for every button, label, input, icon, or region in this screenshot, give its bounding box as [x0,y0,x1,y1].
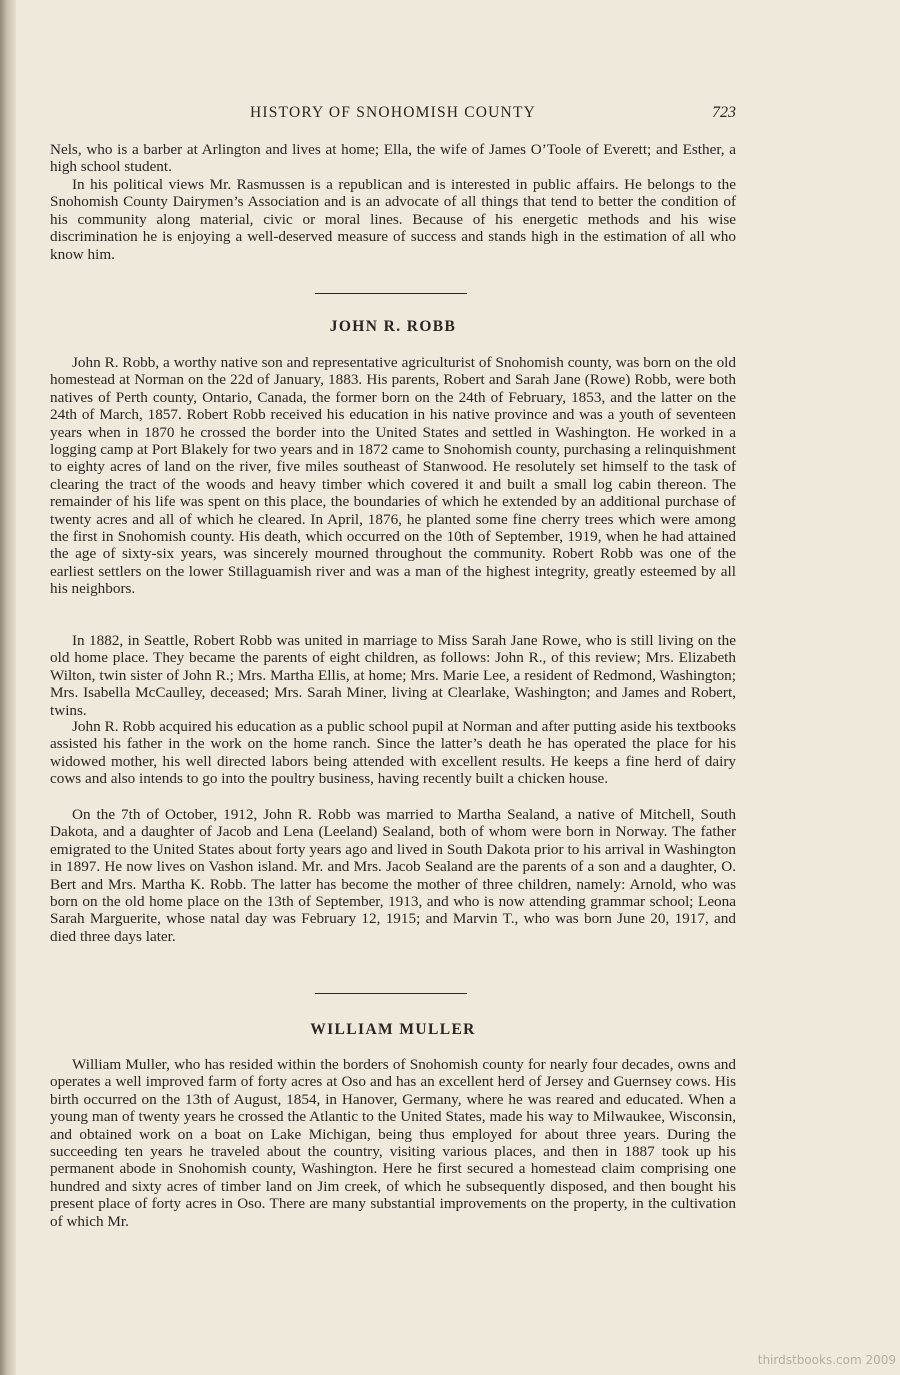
running-title: HISTORY OF SNOHOMISH COUNTY [249,104,537,121]
intro-paragraph-1: Nels, who is a barber at Arlington and lives at home; Ella, the wife of James O’Toole of Everett; and Esther, a high school student. [50,141,736,176]
intro-paragraph-2: In his political views Mr. Rasmussen is a republican and is interested in public affairs. He belongs to the Snohomish County Dairymen’s Association and is an advocate of all things that tend to better the condition of his community along material, civic or moral lines. Because of his energetic methods and his wise discrimination he is enjoying a well-deserved measure of success and stands high in the estimation of all who know him. [50,176,736,263]
robb-paragraph-2: In 1882, in Seattle, Robert Robb was united in marriage to Miss Sarah Jane Rowe, who is still living on the old home place. They became the parents of eight children, as follows: John R., of this review; Mrs. Elizabeth Wilton, twin sister of John R.; Mrs. Martha Ellis, at home; Mrs. Marie Lee, a resident of Redmond, Washington; Mrs. Isabella McCaulley, deceased; Mrs. Sarah Miner, living at Clearlake, Washington; and James and Robert, twins. [50,632,736,719]
section-divider-1 [315,293,467,294]
page-number: 723 [712,104,736,121]
robb-paragraph-1: John R. Robb, a worthy native son and representative agriculturist of Snohomish county, was born on the old homestead at Norman on the 22d of January, 1883. His parents, Robert and Sarah Jane (Rowe) Robb, were both natives of Perth county, Ontario, Canada, the former born on the 24th of February, 1853, and the latter on the 24th of March, 1857. Robert Robb received his education in his native province and was a youth of seventeen years when in 1870 he crossed the border into the United States and settled in Washington. He worked in a logging camp at Port Blakely for two years and in 1872 came to Snohomish county, purchasing a relinquishment to eighty acres of land on the river, five miles southeast of Stanwood. He resolutely set himself to the task of clearing the tract of the woods and heavy timber which covered it and built a small log cabin thereon. The remainder of his life was spent on this place, the boundaries of which he extended by an additional purchase of twenty acres and all of which he cleared. In April, 1876, he planted some fine cherry trees which were among the first in Snohomish county. His death, which occurred on the 10th of September, 1919, when he had attained the age of sixty-six years, was sincerely mourned throughout the community. Robert Robb was one of the earliest settlers on the lower Stillaguamish river and was a man of the highest integrity, greatly esteemed by all his neighbors. [50,354,736,598]
watermark: thirdstbooks.com 2009 [757,1353,896,1367]
running-head [50,104,736,128]
robb-paragraph-4: On the 7th of October, 1912, John R. Robb was married to Martha Sealand, a native of Mitchell, South Dakota, and a daughter of Jacob and Lena (Leeland) Sealand, both of whom were born in Norway. The father emigrated to the United States about forty years ago and lived in South Dakota prior to his arrival in Washington in 1897. He now lives on Vashon island. Mr. and Mrs. Jacob Sealand are the parents of a son and a daughter, O. Bert and Mrs. Martha K. Robb. The latter has become the mother of three children, namely: Arnold, who was born on the old home place on the 13th of September, 1913, and who is now attending grammar school; Leona Sarah Marguerite, whose natal day was February 12, 1915; and Marvin T., who was born June 20, 1917, and died three days later. [50,806,736,945]
muller-paragraph-1: William Muller, who has resided within the borders of Snohomish county for nearly four decades, owns and operates a well improved farm of forty acres at Oso and has an excellent herd of Jersey and Guernsey cows. His birth occurred on the 13th of August, 1854, in Hanover, Germany, where he was reared and educated. When a young man of twenty years he crossed the Atlantic to the United States, made his way to Milwaukee, Wisconsin, and obtained work on a boat on Lake Michigan, being thus employed for about three years. During the succeeding ten years he traveled about the country, visiting various places, and then in 1887 took up his permanent abode in Snohomish county, Washington. Here he first secured a homestead claim comprising one hundred and sixty acres of timber land on Jim creek, of which he subsequently disposed, and then bought his present place of forty acres in Oso. There are many substantial improvements on the property, in the cultivation of which Mr. [50,1056,736,1230]
robb-paragraph-3: John R. Robb acquired his education as a public school pupil at Norman and after putting aside his textbooks assisted his father in the work on the home ranch. Since the latter’s death he has operated the place for his widowed mother, his well directed labors being attended with excellent results. He keeps a fine herd of dairy cows and also intends to go into the poultry business, having recently built a chicken house. [50,718,736,788]
book-gutter-shadow [0,0,16,1375]
section-title-robb: JOHN R. ROBB [329,318,457,335]
section-divider-2 [315,993,467,994]
section-title-muller: WILLIAM MULLER [310,1021,476,1038]
